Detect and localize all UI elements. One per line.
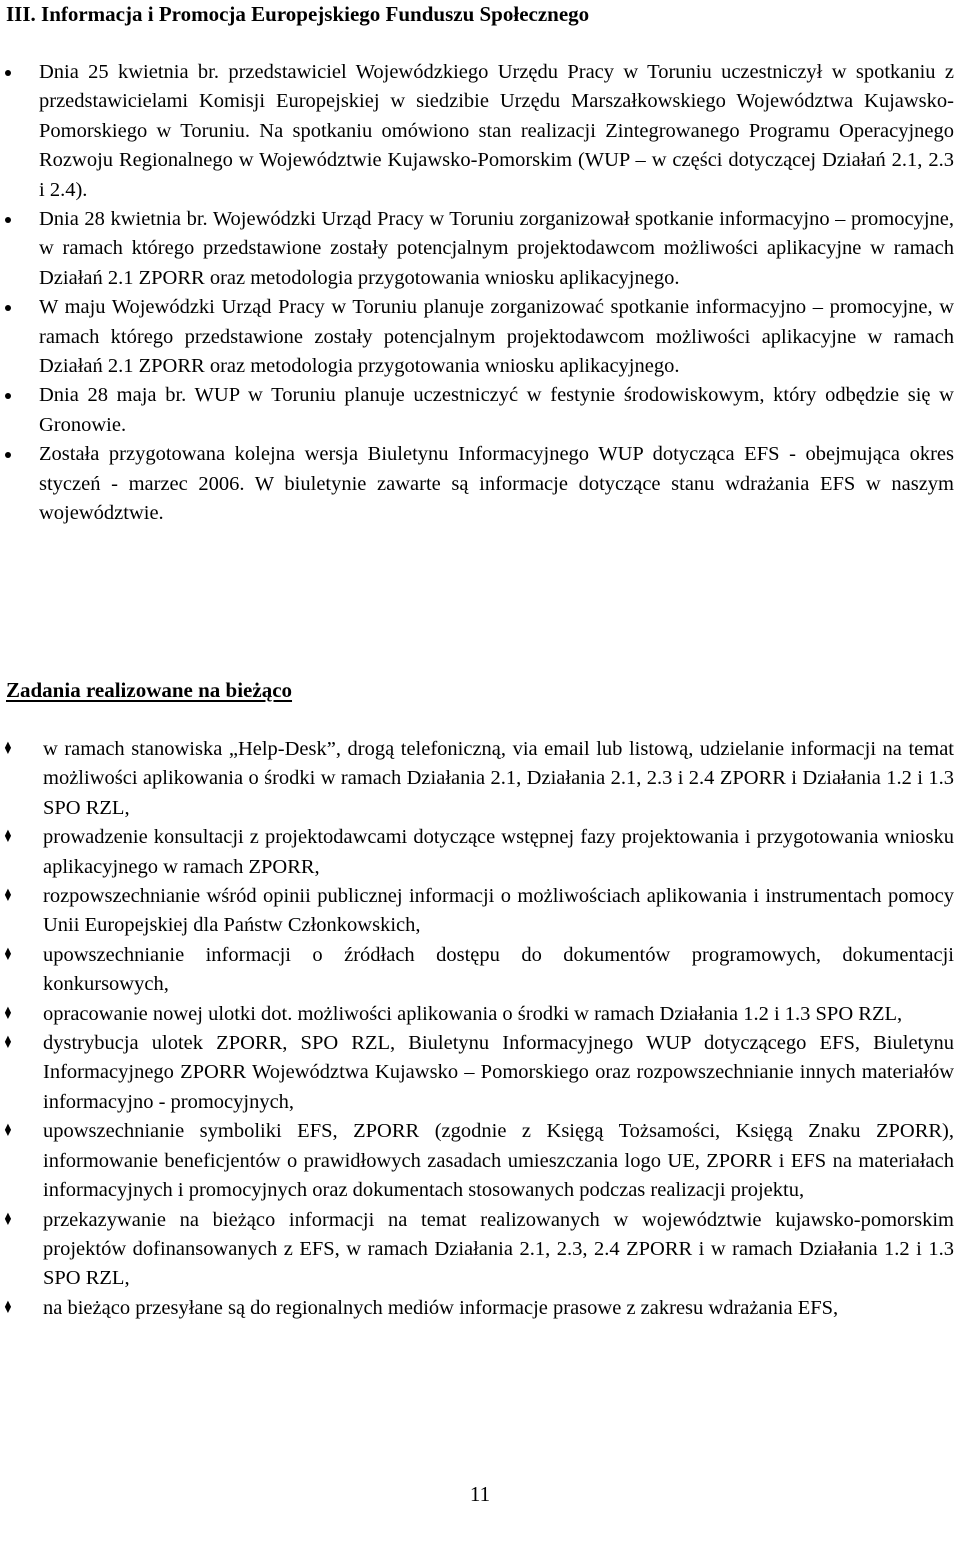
bullet-dot-icon (5, 452, 11, 458)
diamond-bullet-icon: ♦ (3, 1003, 13, 1024)
task-item-text: prowadzenie konsultacji z projektodawcami dotyczące wstępnej fazy projektowania i przygotowania wniosku aplikacyjnego w ramach ZPORR, (43, 826, 954, 878)
diamond-bullet-icon: ♦ (3, 886, 13, 907)
bullet-dot-icon (5, 70, 11, 76)
list-item (0, 205, 960, 293)
list-item (0, 440, 960, 528)
task-item (0, 735, 960, 823)
task-item (0, 882, 960, 941)
task-item-text: upowszechnianie symboliki EFS, ZPORR (zgodnie z Księgą Tożsamości, Księgą Znaku ZPORR), informowanie beneficjentów o prawidłowych zasadach umieszczania logo UE, ZPORR i EFS na materiałach informacyjnych i promocyjnych oraz dokumentach stosowanych podczas realizacji projektu, (43, 1120, 954, 1202)
task-item (0, 1294, 960, 1323)
list-item-text: Została przygotowana kolejna wersja Biuletynu Informacyjnego WUP dotycząca EFS - obejmująca okres styczeń - marzec 2006. W biuletynie zawarte są informacje dotyczące stanu wdrażania EFS w naszym województwie. (39, 443, 954, 525)
page-number: 11 (469, 1482, 491, 1506)
task-item-text: na bieżąco przesyłane są do regionalnych mediów informacje prasowe z zakresu wdrażania EFS, (43, 1296, 839, 1319)
task-item (0, 1117, 960, 1205)
task-item-text: upowszechnianie informacji o źródłach dostępu do dokumentów programowych, dokumentacji konkursowych, (43, 943, 954, 996)
diamond-bullet-icon: ♦ (3, 1209, 13, 1230)
diamond-bullet-icon: ♦ (3, 1033, 13, 1054)
list-item (0, 293, 960, 381)
task-item-text: w ramach stanowiska „Help-Desk”, drogą telefoniczną, via email lub listową, udzielanie informacji na temat możliwości aplikowania o środki w ramach Działania 2.1, Działania 2.1, 2.3 i 2.4 ZPORR i Działania 1.2 i 1.3 SPO RZL, (43, 738, 954, 819)
task-item (0, 1029, 960, 1117)
list-item (0, 58, 960, 205)
diamond-bullet-icon: ♦ (3, 944, 13, 965)
task-item (0, 823, 960, 882)
diamond-bullet-icon: ♦ (3, 1297, 13, 1318)
list-item (0, 381, 960, 440)
list-item-text: Dnia 28 maja br. WUP w Toruniu planuje uczestniczyć w festynie środowiskowym, który odbędzie się w Gronowie. (39, 384, 954, 436)
diamond-bullet-icon: ♦ (3, 1121, 13, 1142)
task-item-text: przekazywanie na bieżąco informacji na temat realizowanych w województwie kujawsko-pomorskim projektów dofinansowanych z EFS, w ramach Działania 2.1, 2.3, 2.4 ZPORR i w ramach Działania 1.2 i 1.3 SPO RZL, (43, 1208, 954, 1290)
bullet-dot-icon (5, 217, 11, 223)
list-item-text: W maju Wojewódzki Urząd Pracy w Toruniu planuje zorganizować spotkanie informacyjno – promocyjne, w ramach którego przedstawione zostały potencjalnym projektodawcom możliwości aplikacyjne w ramach Działań 2.1 ZPORR oraz metodologia przygotowania wniosku aplikacyjnego. (39, 296, 954, 378)
task-item (0, 1000, 960, 1029)
task-item-text: opracowanie nowej ulotki dot. możliwości aplikowania o środki w ramach Działania 1.2 i 1.3 SPO RZL, (43, 1002, 903, 1025)
list-item-text: Dnia 25 kwietnia br. przedstawiciel Wojewódzkiego Urzędu Pracy w Toruniu uczestniczył w spotkaniu z przedstawicielami Komisji Europejskiej w siedzibie Urzędu Marszałkowskiego Województwa Kujawsko-Pomorskiego w Toruniu. Na spotkaniu omówiono stan realizacji Zintegrowanego Programu Operacyjnego Rozwoju Regionalnego w Województwie Kujawsko-Pomorskim (WUP – w części dotyczącej Działań 2.1, 2.3 i 2.4). (39, 61, 954, 201)
task-item (0, 941, 960, 1000)
task-item-text: rozpowszechnianie wśród opinii publicznej informacji o możliwościach aplikowania i instrumentach pomocy Unii Europejskiej dla Państw Członkowskich, (43, 885, 954, 937)
task-item (0, 1206, 960, 1294)
bullet-dot-icon (5, 393, 11, 399)
diamond-bullet-icon: ♦ (3, 827, 13, 848)
tasks-list (0, 735, 960, 1323)
diamond-bullet-icon: ♦ (3, 739, 13, 759)
task-item-text: dystrybucja ulotek ZPORR, SPO RZL, Biuletynu Informacyjnego WUP dotyczącego EFS, Biuletynu Informacyjnego ZPORR Województwa Kujawsko – Pomorskiego oraz rozpowszechnianie innych materiałów informacyjno - promocyjnych, (43, 1032, 954, 1113)
events-bullet-list (0, 58, 960, 529)
tasks-heading: Zadania realizowane na bieżąco (6, 678, 293, 702)
bullet-dot-icon (5, 305, 11, 311)
list-item-text: Dnia 28 kwietnia br. Wojewódzki Urząd Pracy w Toruniu zorganizował spotkanie informacyjno – promocyjne, w ramach którego przedstawione zostały potencjalnym projektodawcom możliwości aplikacyjne w ramach Działań 2.1 ZPORR oraz metodologia przygotowania wniosku aplikacyjnego. (39, 208, 954, 289)
section-title: III. Informacja i Promocja Europejskiego Funduszu Społecznego (6, 2, 590, 26)
